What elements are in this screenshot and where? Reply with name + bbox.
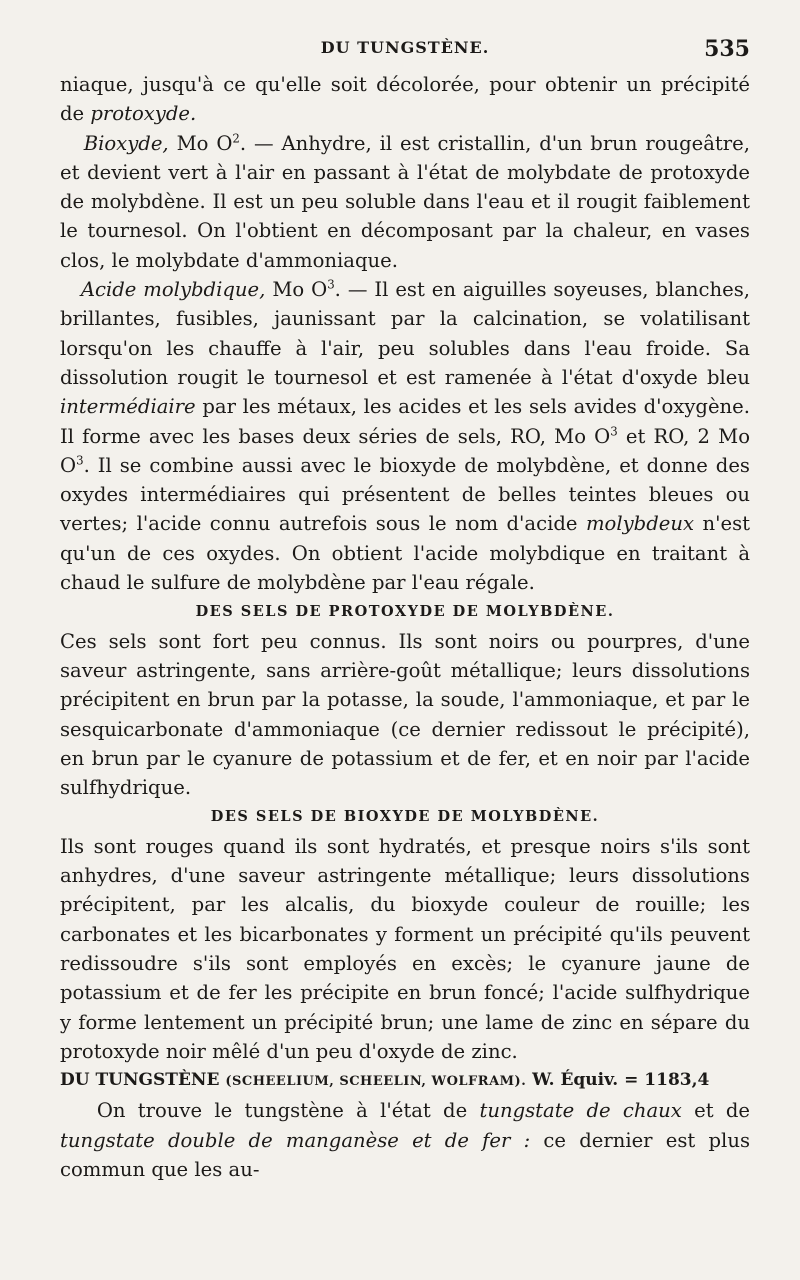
term-bioxyde: Bioxyde, — [83, 131, 169, 155]
section-heading-tungstene: DU TUNGSTÈNE (SCHEELIUM, SCHEELIN, WOLFRAM). W. Équiv. = 1183,4 — [60, 1070, 710, 1091]
section-heading-protoxyde: DES SELS DE PROTOXYDE DE MOLYBDÈNE. — [195, 603, 615, 621]
term-acide-molybdique: Acide molybdique, — [80, 278, 266, 302]
page-header — [60, 38, 750, 68]
paragraph-sels-bioxyde: Ils sont rouges quand ils sont hydratés, et presque noirs s'ils sont anhydres, d'une saveur astringente métallique; leurs dissolutions précipitent, par les alcalis, du bioxyde couleur de rouille; les carbonates et les bicarbonates y forment un précipité qu'ils peuvent redissoudre s'ils sont employés en excès; le cyanure jaune de potassium et de fer les précipite en brun foncé; l'acide sulfhydrique y forme lentement un précipité brun; une lame de zinc en sépare du protoxyde noir mêlé d'un peu d'oxyde de zinc. — [60, 834, 750, 1063]
paragraph-bioxyde: Bioxyde, Mo $O^2$. — Anhydre, il est cristallin, d'un brun rougeâtre, et devient vert à l'air en passant à l'état de molybdate de protoxyde de molybdène. Il est un peu soluble dans l'eau et il rougit faiblement le tournesol. On l'obtient en décomposant par la chaleur, en vases clos, le molybdate d'ammoniaque. — [60, 131, 750, 272]
paragraph-sels-protoxyde: Ces sels sont fort peu connus. Ils sont noirs ou pourpres, d'une saveur astringente, sans arrière-goût métallique; leurs dissolutions précipitent en brun par la potasse, la soude, l'ammoniaque, et par le sesquicarbonate d'ammoniaque (ce dernier redissout le précipité), en brun par le cyanure de potassium et de fer, et en noir par l'acide sulfhydrique. — [60, 629, 750, 800]
section-heading-bioxyde: DES SELS DE BIOXYDE DE MOLYBDÈNE. — [210, 808, 600, 826]
paragraph-continuation: niaque, jusqu'à ce qu'elle soit décolorée, pour obtenir un précipité de protoxyde. — [60, 73, 750, 126]
equivalent-value: Équiv. = 1183,4 — [560, 1070, 710, 1091]
page-number: 535 — [704, 36, 750, 62]
page-body — [60, 70, 750, 1184]
paragraph-acide-molybdique: Acide molybdique, Mo $O^3$. — Il est en aiguilles soyeuses, blanches, brillantes, fusibles, jaunissant par la calcination, se volatilisant lorsqu'on les chauffe à l'air, peu solubles dans l'eau froide. Sa dissolution rougit le tournesol et est ramenée à l'état d'oxyde bleu intermédiaire par les métaux, les acides et les sels avides d'oxygène. Il forme avec les bases deux séries de sels, RO, Mo $O^3$ et RO, 2 Mo $O^3$. Il se combine aussi avec le bioxyde de molybdène, et donne des oxydes intermédiaires qui présentent de belles teintes bleues ou vertes; l'acide connu autrefois sous le nom d'acide molybdeux n'est qu'un de ces oxydes. On obtient l'acide molybdique en traitant à chaud le sulfure de molybdène par l'eau régale. — [60, 277, 751, 595]
running-title: DU TUNGSTÈNE. — [320, 38, 490, 57]
paragraph-tungstene: On trouve le tungstène à l'état de tungstate de chaux et de tungstate double de manganèse et de fer : ce dernier est plus commun que les au- — [60, 1099, 750, 1181]
